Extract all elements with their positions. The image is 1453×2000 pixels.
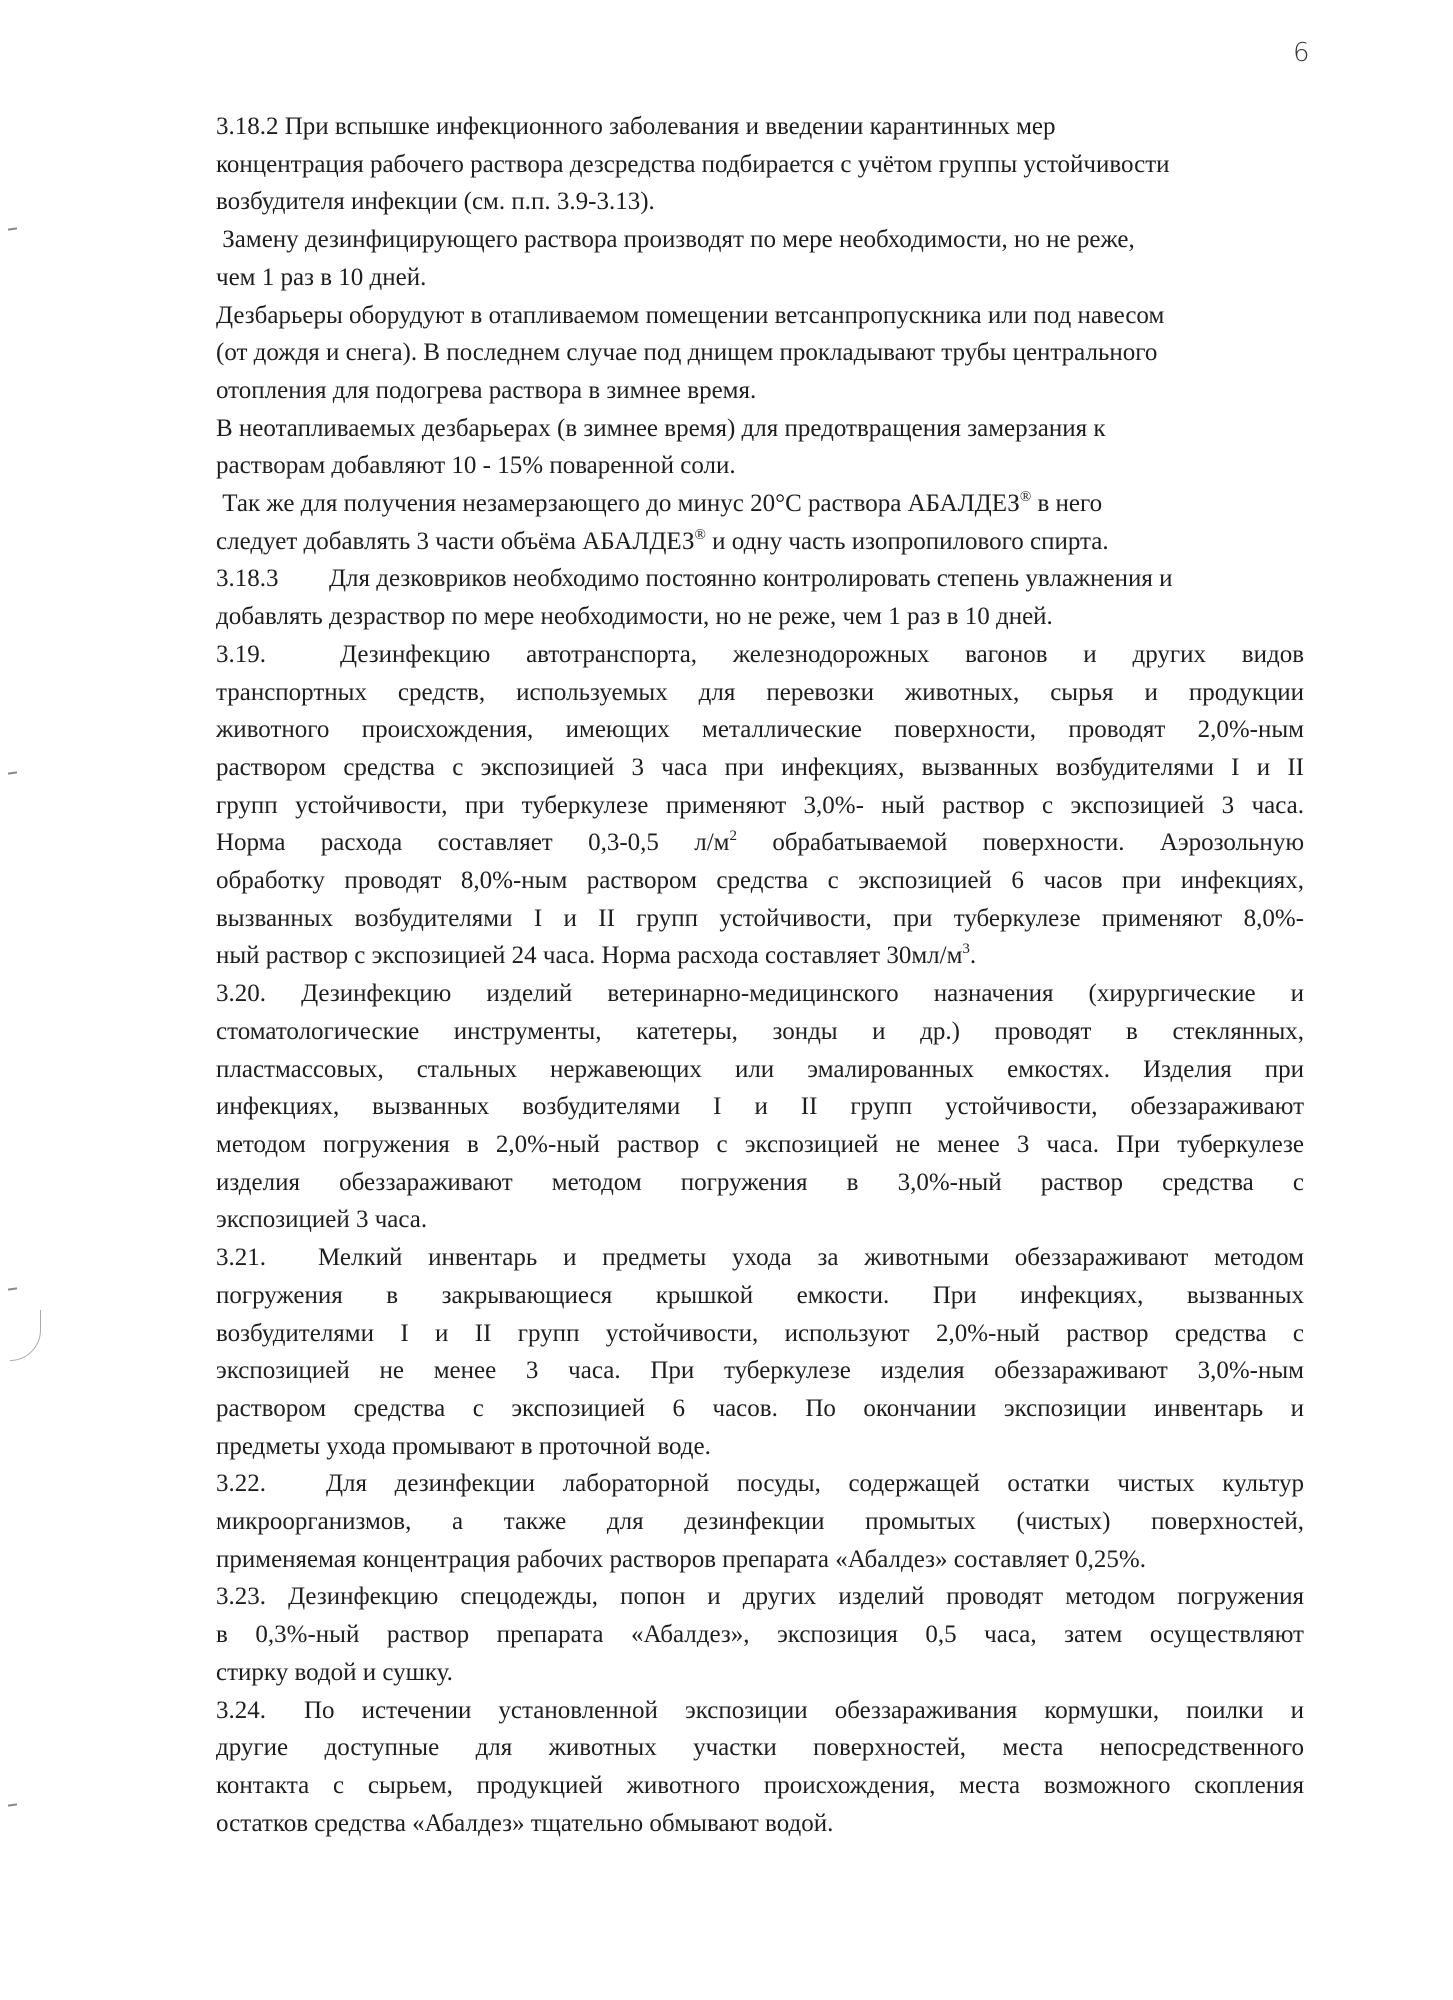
scan-mark [8,771,17,774]
section-number: 3.21. [216,1244,266,1272]
text-fragment: Норма расхода составляет 0,3-0,5 л/м [216,829,730,857]
registered-mark: ® [1019,489,1032,506]
text-line: животного происхождения, имеющих металлические поверхности, проводят 2,0%-ным [216,716,1304,744]
text-fragment: и одну часть изопропилового спирта. [705,527,1109,555]
scan-mark [8,1287,17,1290]
text-line: контакта с сырьем, продукцией животного происхождения, места возможного скопления [216,1771,1304,1799]
text-line [216,485,1304,523]
section-number: 3.19. [216,640,266,668]
text-line: 3.23. Дезинфекцию спецодежды, попон и других изделий проводят методом погружения [216,1583,1304,1611]
text-line: стоматологические инструменты, катетеры, зонды и др.) проводят в стеклянных, [216,1017,1304,1045]
text-line: чем 1 раз в 10 дней. [216,263,427,291]
text-fragment: следует добавлять 3 части объёма АБАЛДЕЗ [216,527,695,555]
text-line: транспортных средств, используемых для перевозки животных, сырья и продукции [216,678,1304,706]
text-line: 3.18.2 При вспышке инфекционного заболевания и введении карантинных мер [216,113,1056,140]
text-fragment: в него [1031,490,1103,518]
text-line: растворам добавляют 10 - 15% поваренной соли. [216,452,736,480]
superscript: 3 [962,941,970,958]
text-line: обработку проводят 8,0%-ным раствором средства с экспозицией 6 часов при инфекциях, [216,867,1304,895]
text-line [216,560,1304,598]
text-line: погружения в закрывающиеся крышкой емкости. При инфекциях, вызванных [216,1281,1304,1309]
text-fragment: Для дезинфекции лабораторной посуды, содержащей остатки чистых культур [326,1470,1304,1498]
document-body [216,108,1304,1842]
text-line: возбудителя инфекции (см. п.п. 3.9-3.13). [216,188,655,216]
text-fragment: Так же для получения незамерзающего до минус 20°С раствора АБАЛДЕЗ [216,490,1020,518]
text-line: возбудителями I и II групп устойчивости, используют 2,0%-ный раствор средства с [216,1319,1304,1347]
text-line: раствором средства с экспозицией 3 часа при инфекциях, вызванных возбудителями I и II [216,753,1304,781]
text-line: (от дождя и снега). В последнем случае под днищем прокладывают трубы центрального [216,339,1158,367]
text-line: экспозицией 3 часа. [216,1206,428,1234]
scan-mark [8,227,17,230]
text-line: стирку водой и сушку. [216,1658,453,1686]
text-line: применяемая концентрация рабочих растворов препарата «Абалдез» составляет 0,25%. [216,1545,1146,1573]
text-fragment: По истечении установленной экспозиции обеззараживания кормушки, поилки и [304,1696,1304,1724]
text-line [216,523,1304,561]
text-line: раствором средства с экспозицией 6 часов. По окончании экспозиции инвентарь и [216,1394,1304,1422]
superscript: 2 [729,828,737,845]
text-line [216,1239,1304,1277]
section-number: 3.24. [216,1696,266,1724]
text-fragment: Мелкий инвентарь и предметы ухода за животными обеззараживают методом [318,1244,1304,1272]
text-line: концентрация рабочего раствора дезсредства подбирается с учётом группы устойчивости [216,150,1170,178]
text-line: добавлять дезраствор по мере необходимости, но не реже, чем 1 раз в 10 дней. [216,603,1053,631]
text-fragment: . [969,942,977,970]
text-line [216,1692,1304,1730]
text-line [216,636,1304,674]
text-fragment: Для дезковриков необходимо постоянно контролировать степень увлажнения и [329,565,1173,593]
text-line: 3.20. Дезинфекцию изделий ветеринарно-медицинского назначения (хирургические и [216,980,1304,1008]
text-line: инфекциях, вызванных возбудителями I и II групп устойчивости, обеззараживают [216,1093,1304,1121]
text-fragment: Дезинфекцию автотранспорта, железнодорожных вагонов и других видов [340,640,1304,668]
section-number: 3.22. [216,1470,266,1498]
text-line: пластмассовых, стальных нержавеющих или эмалированных емкостях. Изделия при [216,1055,1304,1083]
scan-artifact [10,1310,41,1361]
text-line: В неотапливаемых дезбарьерах (в зимнее время) для предотвращения замерзания к [216,414,1106,442]
text-line: предметы ухода промывают в проточной воде. [216,1432,711,1460]
text-fragment: обрабатываемой поверхности. Аэрозольную [736,829,1304,857]
text-line: другие доступные для животных участки поверхностей, места непосредственного [216,1734,1304,1762]
text-line: вызванных возбудителями I и II групп устойчивости, при туберкулезе применяют 8,0%- [216,904,1304,932]
text-line: остатков средства «Абалдез» тщательно обмывают водой. [216,1809,834,1837]
text-line: микроорганизмов, а также для дезинфекции промытых (чистых) поверхностей, [216,1508,1304,1536]
registered-mark: ® [694,526,706,543]
scan-mark [8,1803,17,1806]
text-line: методом погружения в 2,0%-ный раствор с экспозицией не менее 3 часа. При туберкулезе [216,1130,1304,1158]
text-line: в 0,3%-ный раствор препарата «Абалдез», экспозиция 0,5 часа, затем осуществляют [216,1621,1304,1649]
text-fragment: ный раствор с экспозицией 24 часа. Норма расхода составляет 30мл/м [216,942,963,970]
page-number: 6 [1293,38,1310,68]
text-line: отопления для подогрева раствора в зимнее время. [216,376,757,404]
text-line [216,937,1304,975]
text-line: Дезбарьеры оборудуют в отапливаемом помещении ветсанпропускника или под навесом [216,301,1165,329]
text-line [216,1465,1304,1503]
text-line: Замену дезинфицирующего раствора производят по мере необходимости, но не реже, [216,226,1135,254]
text-line: групп устойчивости, при туберкулезе применяют 3,0%- ный раствор с экспозицией 3 часа. [216,791,1304,819]
section-number: 3.18.3 [216,565,279,593]
text-line [216,824,1304,862]
text-line: экспозицией не менее 3 часа. При туберкулезе изделия обеззараживают 3,0%-ным [216,1357,1304,1385]
text-line: изделия обеззараживают методом погружения в 3,0%-ный раствор средства с [216,1168,1304,1196]
